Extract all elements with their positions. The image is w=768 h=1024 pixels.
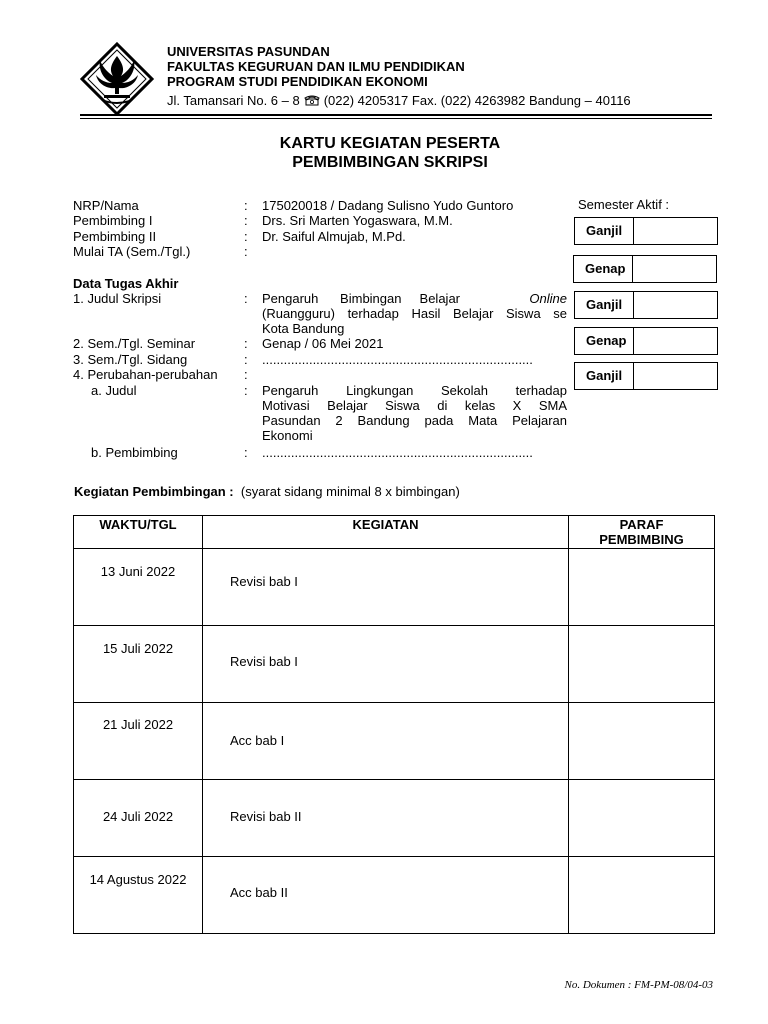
colon: :: [244, 291, 248, 306]
document-number: No. Dokumen : FM-PM-08/04-03: [564, 979, 713, 991]
semester-box-label: Ganjil: [586, 223, 623, 238]
perubahan-pembimbing-value: ...........................................................................: [262, 445, 533, 460]
header-rule-thin: [80, 118, 712, 119]
colon: :: [244, 352, 248, 367]
judul-line-1-text: Pengaruh Bimbingan Belajar: [262, 291, 461, 306]
semester-box: [574, 362, 718, 390]
table-row: [74, 626, 715, 703]
address-line: [167, 93, 631, 109]
row-activity: Revisi bab I: [230, 574, 298, 589]
nrp-value: 175020018 / Dadang Sulisno Yudo Guntoro: [262, 198, 514, 213]
semester-box-label: Genap: [586, 333, 627, 348]
university-logo: [80, 42, 154, 116]
telephone-icon: [304, 94, 320, 106]
colon: :: [244, 213, 248, 228]
header-paraf: PARAF PEMBIMBING: [569, 516, 715, 549]
row-date: 15 Juli 2022: [102, 641, 174, 656]
header-kegiatan: KEGIATAN: [203, 516, 569, 549]
semester-box: [574, 327, 718, 355]
table-row: [74, 857, 715, 934]
perubahan-pembimbing-label: b. Pembimbing: [91, 445, 178, 460]
row-date: 24 Juli 2022: [102, 809, 174, 824]
sidang-label: 3. Sem./Tgl. Sidang: [73, 352, 188, 367]
judul-line-1: [262, 291, 567, 306]
colon: :: [244, 198, 248, 213]
nrp-label: NRP/Nama: [73, 198, 139, 213]
kegiatan-label: Kegiatan Pembimbingan :: [74, 484, 234, 499]
table-row: [74, 780, 715, 857]
semester-box-label: Ganjil: [586, 297, 623, 312]
table-header-row: [74, 516, 715, 549]
address-contact: (022) 4205317 Fax. (022) 4263982 Bandung – 40116: [323, 93, 631, 108]
page-title: KARTU KEGIATAN PESERTA: [279, 135, 501, 152]
semester-aktif-label: Semester Aktif :: [578, 197, 670, 212]
tugas-heading: Data Tugas Akhir: [73, 276, 179, 291]
semester-box: [574, 291, 718, 319]
sidang-value: ...........................................................................: [262, 352, 533, 367]
program-name: PROGRAM STUDI PENDIDIKAN EKONOMI: [167, 74, 428, 89]
colon: :: [244, 336, 248, 351]
perubahan-label: 4. Perubahan-perubahan: [73, 367, 218, 382]
row-activity: Acc bab II: [230, 885, 288, 900]
kegiatan-note: (syarat sidang minimal 8 x bimbingan): [240, 484, 460, 499]
semester-box: [574, 217, 718, 245]
perubahan-judul-line-2: Motivasi Belajar Siswa di kelas X SMA: [262, 398, 567, 413]
row-date: 14 Agustus 2022: [89, 872, 187, 887]
semester-box: [573, 255, 717, 283]
university-name: UNIVERSITAS PASUNDAN: [167, 44, 330, 59]
pembimbing2-label: Pembimbing II: [73, 229, 157, 244]
judul-line-3: Kota Bandung: [262, 321, 345, 336]
kegiatan-table: [73, 515, 715, 934]
row-date: 21 Juli 2022: [102, 717, 174, 732]
address-street: Jl. Tamansari No. 6 – 8: [167, 93, 300, 108]
perubahan-judul-label: a. Judul: [91, 383, 137, 398]
seminar-value: Genap / 06 Mei 2021: [262, 336, 384, 351]
header-waktu: WAKTU/TGL: [74, 516, 203, 549]
colon: :: [244, 383, 248, 398]
perubahan-judul-line-3: Pasundan 2 Bandung pada Mata Pelajaran: [262, 413, 567, 428]
colon: :: [244, 445, 248, 460]
page-subtitle: PEMBIMBINGAN SKRIPSI: [292, 154, 488, 171]
header-rule-thick: [80, 114, 712, 116]
table-row: [74, 549, 715, 626]
colon: :: [244, 367, 248, 382]
semester-box-label: Genap: [585, 261, 626, 276]
row-activity: Revisi bab II: [230, 809, 302, 824]
seminar-label: 2. Sem./Tgl. Seminar: [73, 336, 196, 351]
faculty-name: FAKULTAS KEGURUAN DAN ILMU PENDIDIKAN: [167, 59, 465, 74]
semester-box-label: Ganjil: [586, 368, 623, 383]
row-activity: Revisi bab I: [230, 654, 298, 669]
pembimbing1-value: Drs. Sri Marten Yogaswara, M.M.: [262, 213, 453, 228]
pembimbing2-value: Dr. Saiful Almujab, M.Pd.: [262, 229, 406, 244]
mulai-ta-label: Mulai TA (Sem./Tgl.): [73, 244, 191, 259]
perubahan-judul-line-1: Pengaruh Lingkungan Sekolah terhadap: [262, 383, 567, 398]
judul-line-1-italic: Online: [529, 291, 567, 306]
row-date: 13 Juni 2022: [100, 564, 176, 579]
perubahan-judul-line-4: Ekonomi: [262, 428, 313, 443]
pembimbing1-label: Pembimbing I: [73, 213, 153, 228]
table-row: [74, 703, 715, 780]
colon: :: [244, 244, 248, 259]
judul-label: 1. Judul Skripsi: [73, 291, 162, 306]
colon: :: [244, 229, 248, 244]
kegiatan-heading: [74, 484, 460, 499]
judul-line-2: (Ruangguru) terhadap Hasil Belajar Siswa se: [262, 306, 567, 321]
row-activity: Acc bab I: [230, 733, 285, 748]
